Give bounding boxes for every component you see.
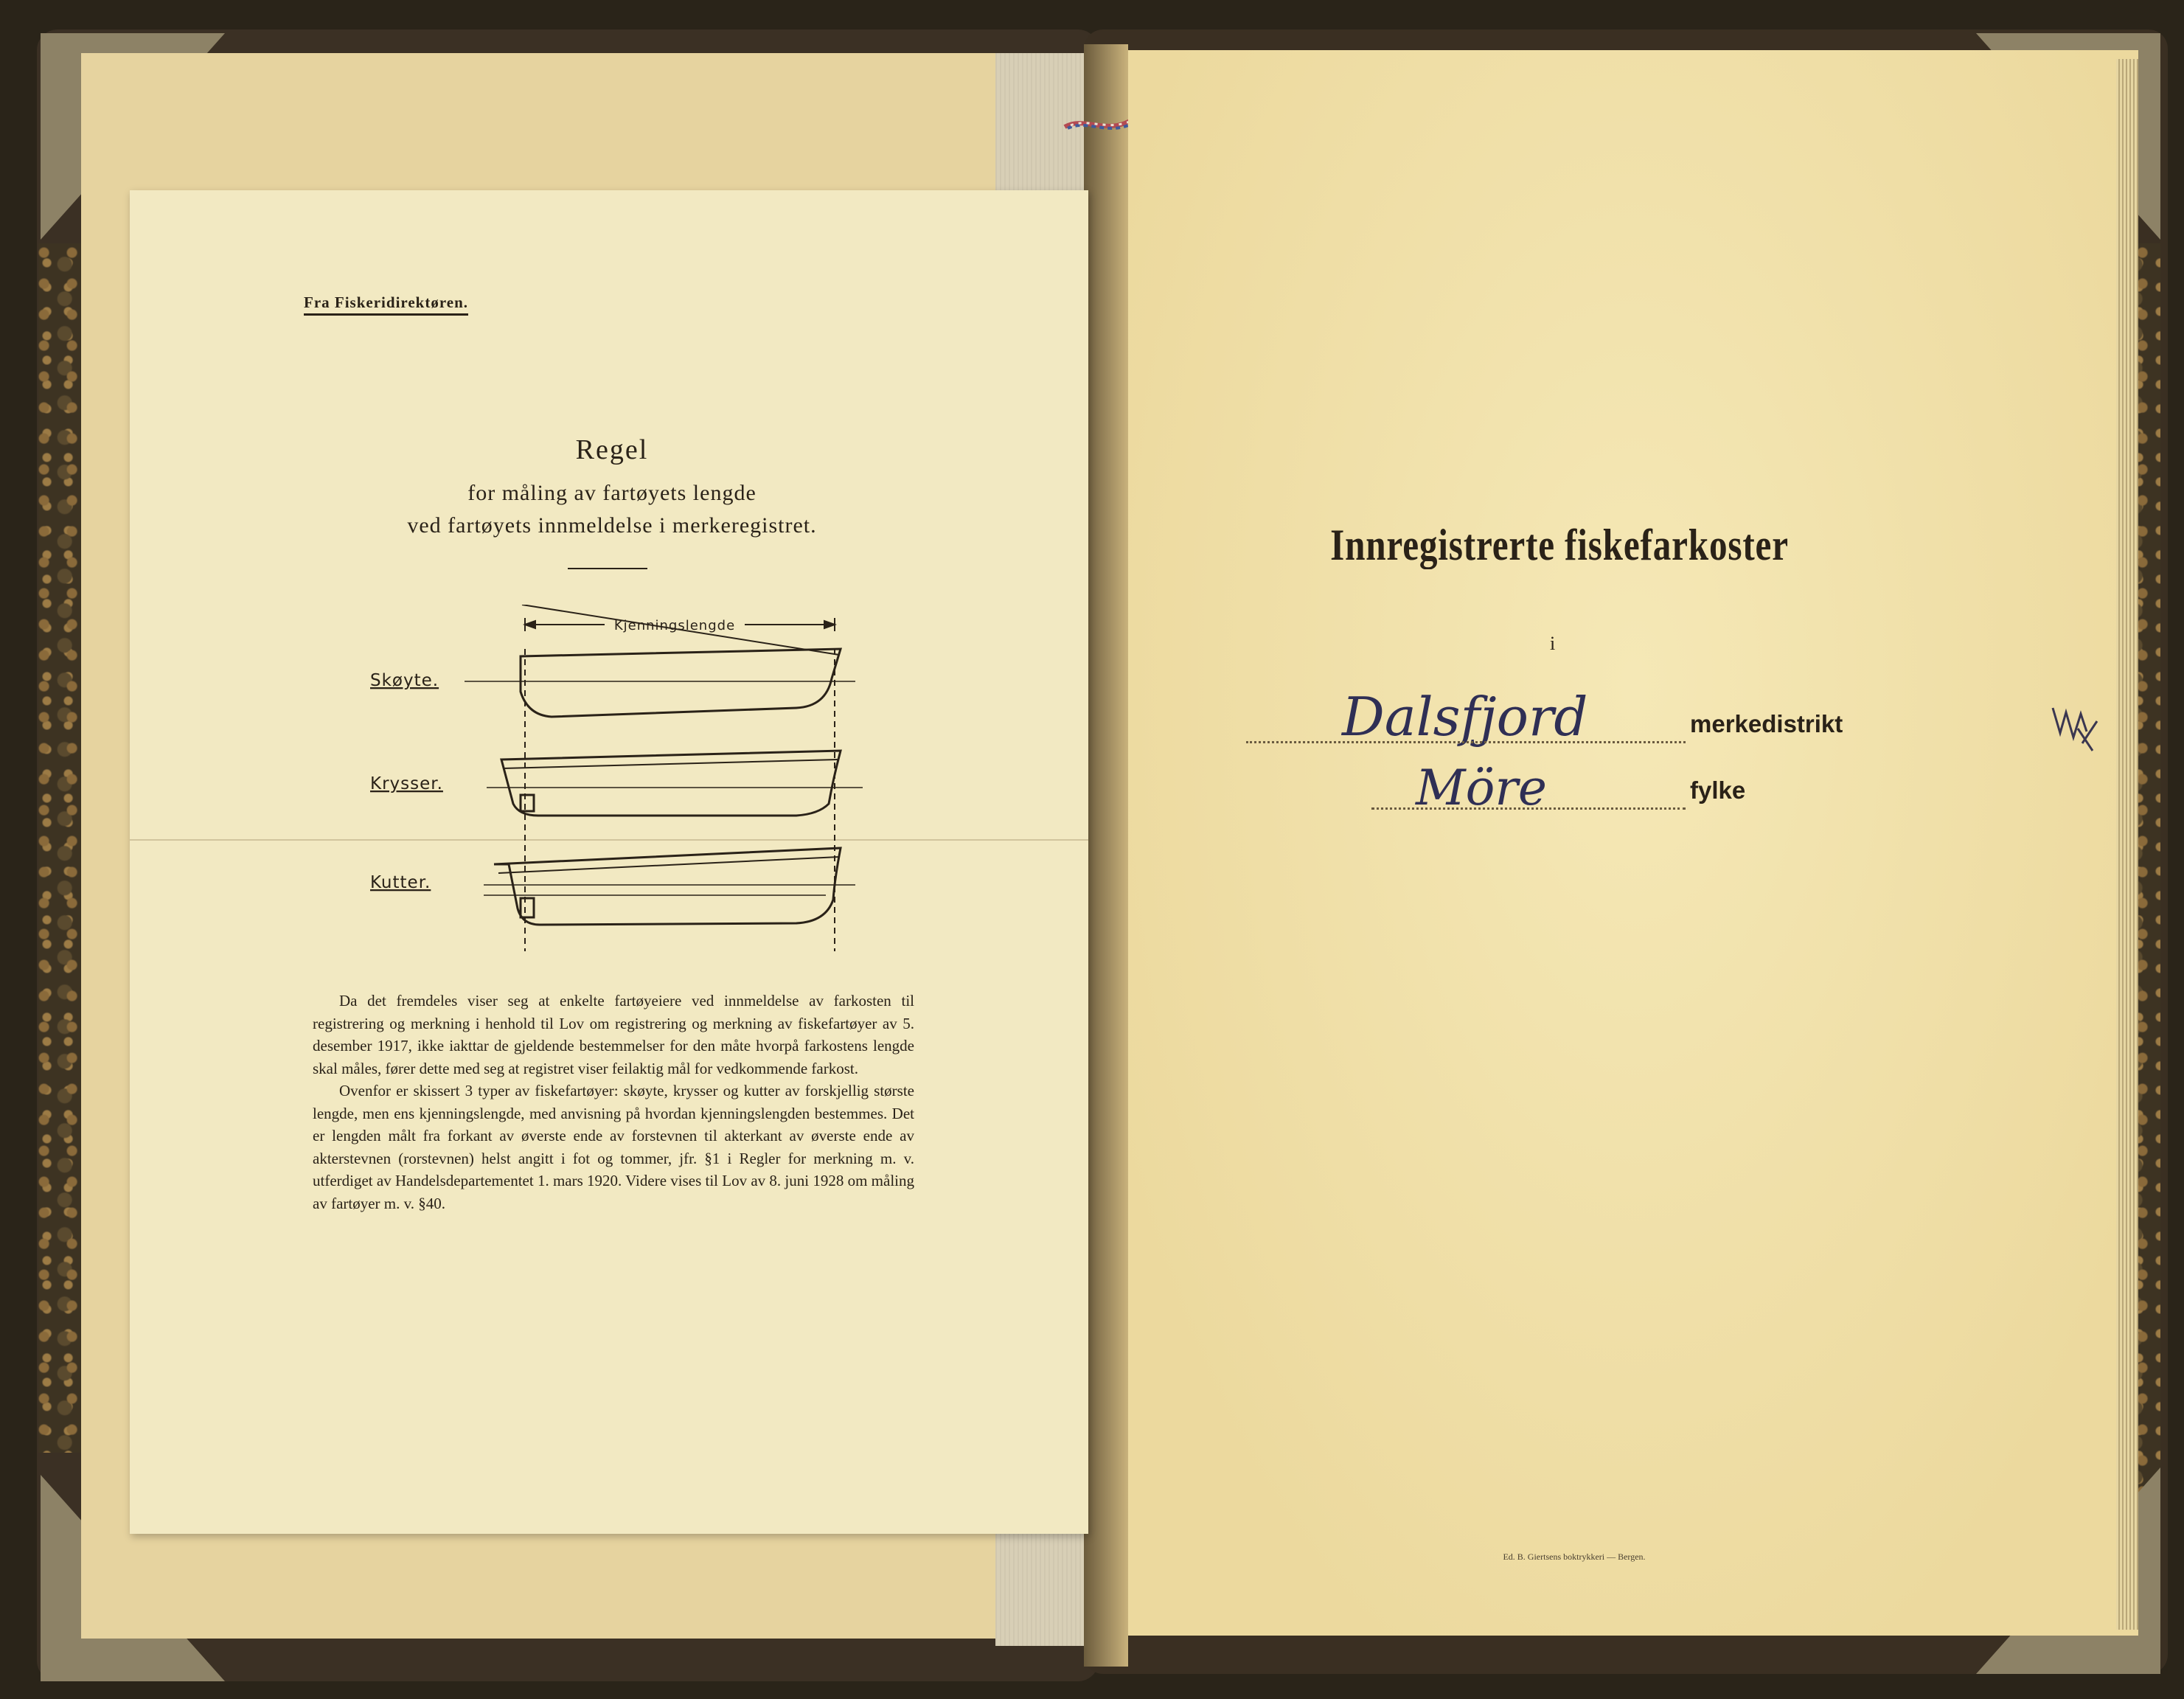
boat-kutter xyxy=(484,848,855,925)
label-kutter: Kutter. xyxy=(370,873,431,892)
county-handwriting: Möre xyxy=(1416,760,1547,816)
register-title: Innregistrerte fiskefarkoster xyxy=(1330,521,1789,569)
preposition: i xyxy=(1550,633,1556,654)
rule-paragraph-1: Da det fremdeles viser seg at enkelte fartøyeiere ved innmeldelse av farkosten til registrering og merkning i henhold til Lov om registrering og merkning av fiskefartøyer av 5. desember 1917, ikke iakttar de gjeldende bestemmelser for den måte hvorpå farkostens lengde skal måles, fører dette med seg at registret viser feilaktig mål for vedkommende farkost. xyxy=(313,992,914,1077)
printer-imprint: Ed. B. Giertsens boktrykkeri — Bergen. xyxy=(1503,1552,1646,1562)
rule-body xyxy=(313,990,914,1215)
rule-paragraph-2: Ovenfor er skissert 3 typer av fiskefartøyer: skøyte, krysser og kutter av forskjellig største lengde, men ens kjenningslengde, med anvisning på hvordan kjenningslengden bestemmes. Det er lengden målt fra forkant av øverste ende av forstevnen til akterkant av øverste ende av akterstevnen (rorstevnen) helst angitt i fot og tommer, jfr. §1 i Regler for merkning m. v. utferdiget av Handelsdepartementet 1. mars 1920. Videre vises til Lov av 8. juni 1928 om måling av fartøyer m. v. §40. xyxy=(313,1082,914,1212)
county-label: fylke xyxy=(1690,776,1746,804)
district-label: merkedistrikt xyxy=(1690,710,1843,737)
district-handwriting: Dalsfjord xyxy=(1342,686,1588,748)
rule-subtitle-line1: for måling av fartøyets lengde xyxy=(467,481,757,505)
boat-length-diagram xyxy=(354,605,870,959)
rule-subtitle-line2: ved fartøyets innmeldelse i merkeregistret. xyxy=(407,513,817,538)
label-skoyte: Skøyte. xyxy=(370,671,439,690)
dimension-label: Kjenningslengde xyxy=(613,618,736,633)
gutter-shadow xyxy=(1084,44,1128,1667)
issuer-header: Fra Fiskeridirektøren. xyxy=(304,293,468,316)
county-fill-line xyxy=(1371,807,1686,810)
page-edges xyxy=(2116,59,2138,1630)
title-page xyxy=(1128,50,2138,1636)
rule-title: Regel xyxy=(575,434,649,465)
title-divider xyxy=(568,568,647,569)
boat-krysser xyxy=(487,751,863,816)
label-krysser: Krysser. xyxy=(370,774,443,793)
margin-scribble xyxy=(2048,699,2100,758)
district-fill-line xyxy=(1246,741,1686,743)
